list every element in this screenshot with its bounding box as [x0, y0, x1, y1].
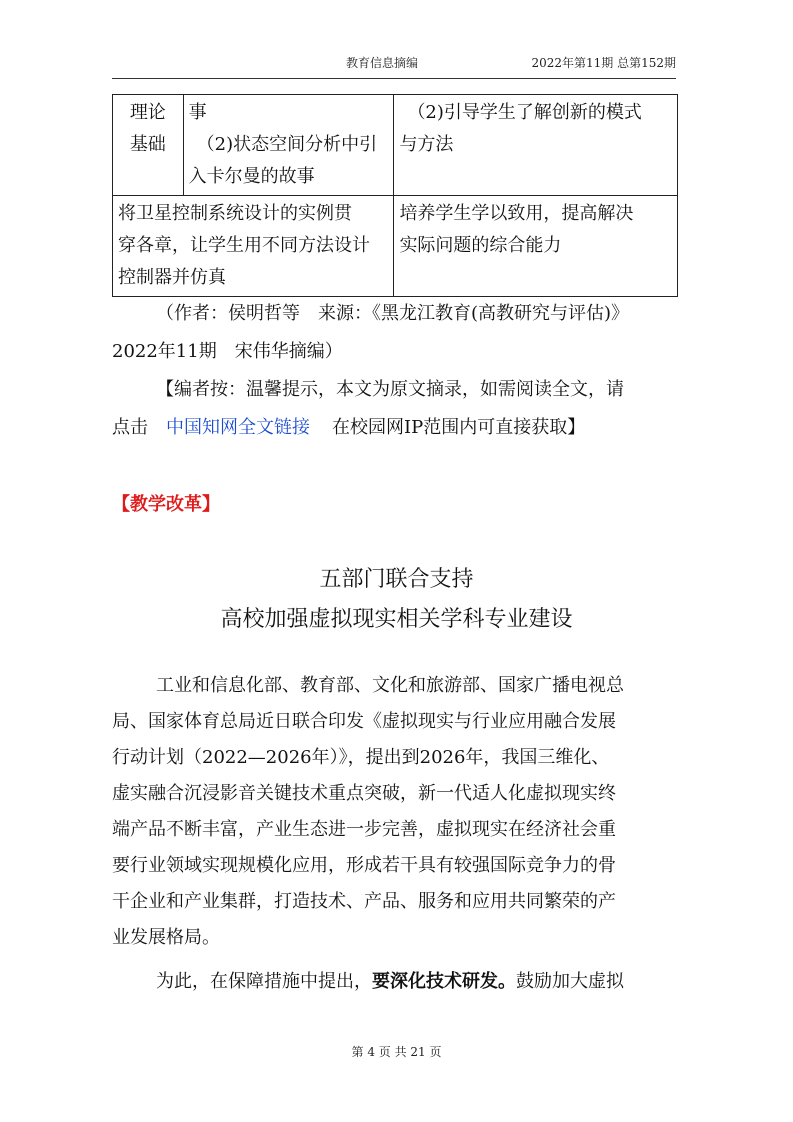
table-cell-goal [394, 95, 678, 196]
paragraph-line: 工业和信息化部、教育部、文化和旅游部、国家广播电视总 [156, 675, 624, 696]
article-title [0, 560, 793, 640]
cell-line: 穿各章，让学生用不同方法设计 [118, 235, 370, 256]
paragraph-text: 鼓励加大虚拟 [516, 971, 624, 992]
paragraph-line [112, 964, 682, 1000]
paragraph-line: 业发展格局。 [112, 927, 220, 948]
cnki-fulltext-link[interactable]: 中国知网全文链接 [166, 417, 310, 438]
article-title-line: 高校加强虚拟现实相关学科专业建设 [220, 607, 573, 632]
article-title-line: 五部门联合支持 [319, 567, 474, 592]
cell-line: 控制器并仿真 [118, 267, 226, 288]
section-tag: 【教学改革】 [112, 494, 220, 515]
cell-line: 培养学生学以致用，提高解决 [399, 203, 634, 224]
citation [112, 295, 678, 371]
table-cell-content [113, 196, 394, 297]
page-footer: 第 4 页 共 21 页 [351, 1045, 442, 1059]
table-cell-content [183, 95, 394, 196]
article-paragraph [112, 964, 682, 1000]
cell-line: 基础 [129, 134, 166, 155]
cell-line: 理论 [129, 102, 166, 123]
table-cell-category [113, 95, 184, 196]
paragraph-text: 为此，在保障措施中提出， [156, 971, 372, 992]
citation-line: （作者：侯明哲等 来源：《黑龙江教育(高教研究与评估)》 [156, 303, 630, 324]
editor-note-line [112, 409, 678, 447]
cell-line: 事 [188, 102, 207, 123]
editor-note-prefix: 点击 [112, 417, 148, 438]
cell-line: （2)引导学生了解创新的模式 [407, 102, 642, 123]
editor-note-suffix: 在校园网IP范围内可直接获取】 [332, 417, 586, 438]
cell-line: 与方法 [399, 134, 454, 155]
citation-line: 2022年11期 宋伟华摘编） [112, 341, 343, 362]
editor-note-line: 【编者按：温馨提示，本文为原文摘录，如需阅读全文，请 [156, 379, 624, 400]
header-issue: 2022年第11期 总第152期 [531, 56, 676, 70]
cell-line: 入卡尔曼的故事 [188, 166, 315, 187]
paragraph-line: 虚实融合沉浸影音关键技术重点突破，新一代适人化虚拟现实终 [112, 783, 616, 804]
table-row [113, 196, 678, 297]
paragraph-line: 局、国家体育总局近日联合印发《虚拟现实与行业应用融合发展 [112, 711, 616, 732]
header-publication: 教育信息摘编 [346, 56, 419, 70]
header-rule [112, 78, 676, 79]
article-paragraph [112, 668, 682, 956]
table-row [113, 95, 678, 196]
paragraph-line: 要行业领域实现规模化应用，形成若干具有较强国际竞争力的骨 [112, 855, 616, 876]
paragraph-emphasis: 要深化技术研发。 [372, 971, 516, 992]
cell-line: （2)状态空间分析中引 [196, 134, 378, 155]
table-cell-goal [394, 196, 678, 297]
paragraph-line: 行动计划（2022—2026年）》，提出到2026年，我国三维化、 [112, 747, 610, 768]
paragraph-line: 干企业和产业集群，打造技术、产品、服务和应用共同繁荣的产 [112, 891, 616, 912]
editor-note [112, 371, 678, 447]
cell-line: 实际问题的综合能力 [399, 235, 562, 256]
paragraph-line: 端产品不断丰富，产业生态进一步完善，虚拟现实在经济社会重 [112, 819, 616, 840]
cell-line: 将卫星控制系统设计的实例贯 [118, 203, 352, 224]
page-header [346, 54, 676, 71]
continued-table [112, 94, 678, 297]
